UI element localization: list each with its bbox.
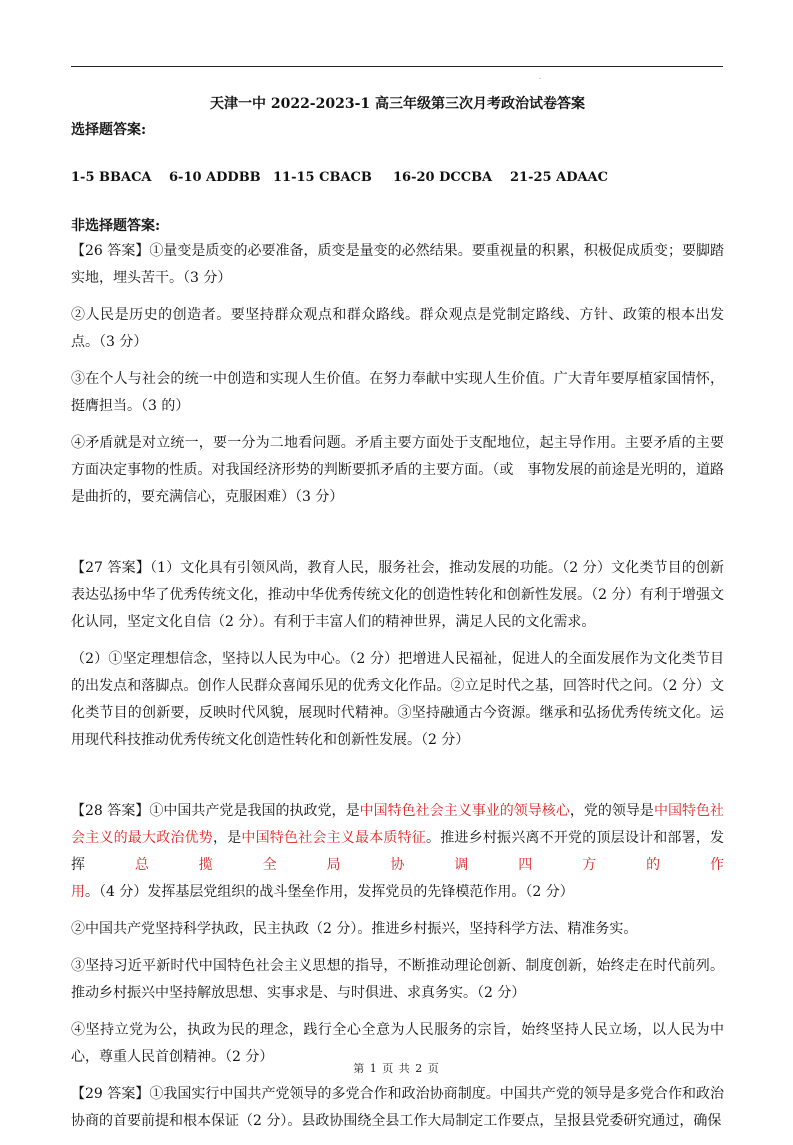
answer-document [71, 92, 724, 1145]
page-footer: 第 1 页 共 2 页 [353, 1062, 440, 1075]
q28-paragraph: ③坚持习近平新时代中国特色社会主义思想的指导，不断推动理论创新、制度创新，始终走在时代前列。推动乡村振兴中坚持解放思想、实事求是、与时俱进、求真务实。（2 分） [71, 958, 724, 1001]
mc-answers [71, 166, 724, 190]
q26-paragraph: ④矛盾就是对立统一，要一分为二地看问题。矛盾主要方面处于支配地位，起主导作用。主要矛盾的主要方面决定事物的性质。对我国经济形势的判断要抓矛盾的主要方面。（或 事物发展的前途是光明的，道路是曲折的，要充满信心，克服困难）（3 分） [71, 435, 724, 505]
document-title: 天津一中 2022-2023-1 高三年级第三次月考政治试卷答案 [209, 96, 586, 112]
q27-paragraph: 【27 答案】（1）文化具有引领风尚，教育人民，服务社会，推动发展的功能。（2 分）文化类节目的创新表达弘扬中华了优秀传统文化，推动中华优秀传统文化的创造性转化和创新性发展。（2 分）有利于增强文化认同，坚定文化自信（2 分）。有利于丰富人们的精神世界，满足人民的文化需求。 [71, 560, 724, 630]
mc-answer-group: 11-15 CBACB [273, 170, 372, 185]
mc-heading: 选择题答案: [71, 122, 147, 138]
q28-highlight: 中国特色社会主义的最大政治优势 [71, 803, 725, 846]
mc-answer-group: 1-5 BBACA [71, 170, 152, 185]
q28-highlight: 中国特色社会主义最本质特征 [241, 830, 427, 846]
header-mark: . [539, 74, 541, 81]
q28-paragraph: ④坚持立党为公，执政为民的理念，践行全心全意为人民服务的宗旨，始终坚持人民立场，以人民为中心，尊重人民首创精神。（2 分） [71, 1022, 724, 1065]
open-heading: 非选择题答案: [71, 218, 161, 234]
mc-answer-group: 16-20 DCCBA [393, 170, 493, 185]
q26-paragraph: ②人民是历史的创造者。要坚持群众观点和群众路线。群众观点是党制定路线、方针、政策的根本出发点。（3 分） [71, 307, 724, 350]
q28-text: ，党的领导是 [569, 803, 654, 819]
q28-text: ，是 [213, 830, 242, 846]
q26-paragraph: ③在个人与社会的统一中创造和实现人生价值。在努力奉献中实现人生价值。广大青年要厚植家国情怀，挺膺担当。（3 的） [71, 371, 724, 414]
q28-paragraph: ②中国共产党坚持科学执政，民主执政（2 分）。推进乡村振兴，坚持科学方法、精准务实。 [71, 921, 638, 937]
q28-text: 【28 答案】①中国共产党是我国的执政党，是 [71, 803, 360, 819]
q29-paragraph: 【29 答案】①我国实行中国共产党领导的多党合作和政治协商制度。中国共产党的领导是多党合作和政治协商的首要前提和根本保证（2 分）。县政协围绕全县工作大局制定工作要点，呈报县党委研究通过，确保 [71, 1086, 724, 1129]
q28-highlight: 中国特色社会主义事业的领导核心 [359, 803, 570, 819]
q28-highlight: 总揽全局协调四方的作用 [71, 857, 725, 900]
header-rule [71, 66, 723, 67]
q28-text: 。（4 分）发挥基层党组织的战斗堡垒作用，发挥党员的先锋模范作用。（2 分） [85, 884, 574, 900]
q28-text: 。推进乡村振兴离不开党的顶层设计和部署，发挥 [71, 830, 725, 873]
q26-paragraph: 【26 答案】①量变是质变的必要准备，质变是量变的必然结果。要重视量的积累，积极促成质变；要脚踏实地，埋头苦干。（3 分） [71, 243, 724, 286]
mc-answer-group: 21-25 ADAAC [510, 170, 608, 185]
mc-answer-group: 6-10 ADDBB [169, 170, 261, 185]
q28-paragraph [71, 798, 724, 906]
q27-paragraph: （2）①坚定理想信念，坚持以人民为中心。（2 分）把增进人民福祉，促进人的全面发展作为文化类节目的出发点和落脚点。创作人民群众喜闻乐见的优秀文化作品。②立足时代之基，回答时代之问。（2 分）文化类节目的创新要，反映时代风貌，展现时代精神。③坚持融通古今资源。继承和弘扬优秀传统文化。运用现代科技推动优秀传统文化创造性转化和创新性发展。（2 分） [71, 651, 724, 748]
